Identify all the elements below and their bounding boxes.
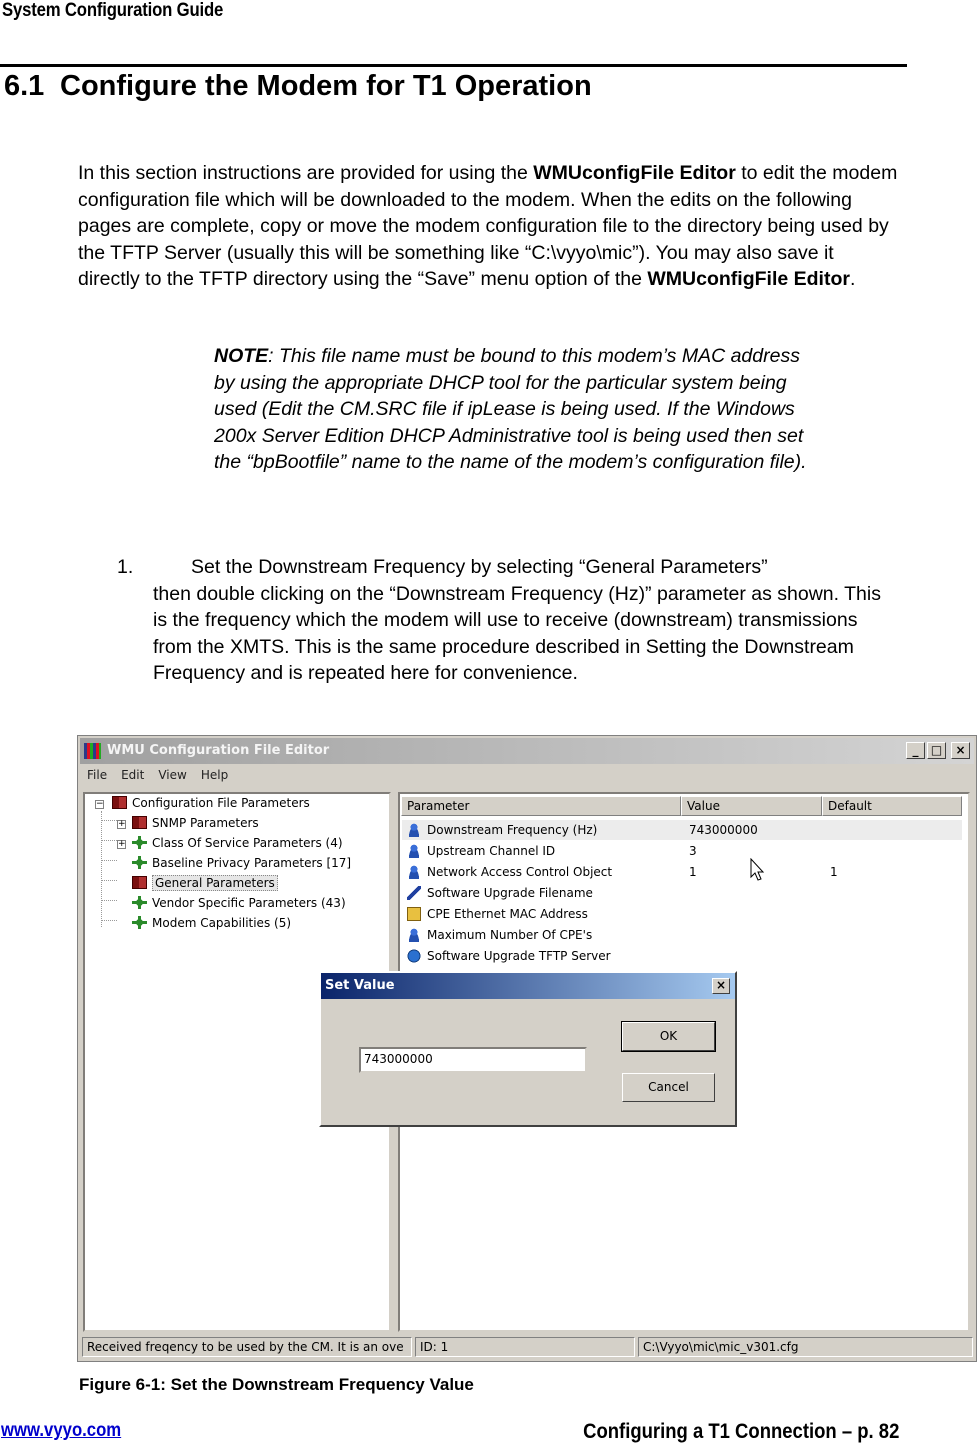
network-icon: [132, 836, 147, 849]
row-value: 743000000: [689, 823, 758, 837]
intro-paragraph: [78, 160, 898, 293]
close-button[interactable]: ×: [951, 742, 970, 759]
collapse-toggle[interactable]: −: [96, 799, 104, 809]
step-body: then double clicking on the “Downstream Frequency (Hz)” parameter as shown. This is the frequency which the modem will use to receive (downstream) transmissions from the XMTS. This is the same procedure described in Setting the Downstream Frequency and is repeated here for convenience.: [153, 582, 881, 684]
tree-guide: [101, 820, 117, 821]
table-row[interactable]: [402, 904, 962, 924]
status-id: ID: 1: [415, 1337, 635, 1357]
minimize-button[interactable]: _: [906, 742, 925, 759]
row-parameter: Downstream Frequency (Hz): [427, 823, 598, 837]
app-icon: [84, 743, 101, 759]
network-icon: [132, 916, 147, 929]
expand-toggle[interactable]: +: [118, 819, 126, 829]
status-bar: [80, 1337, 974, 1359]
row-parameter: Upstream Channel ID: [427, 844, 556, 858]
table-row[interactable]: [402, 862, 962, 882]
section-number: 6.1: [4, 70, 45, 102]
row-default: 1: [830, 865, 838, 879]
footer-link[interactable]: www.vyyo.com: [1, 1420, 122, 1441]
tree-item-class-of-service[interactable]: [132, 834, 343, 852]
cancel-button[interactable]: Cancel: [622, 1073, 715, 1102]
dialog-close-button[interactable]: ×: [712, 978, 730, 994]
dialog-titlebar: [321, 973, 735, 999]
tree-guide: [101, 880, 117, 881]
network-icon: [132, 856, 147, 869]
tree-item-label: Class Of Service Parameters (4): [152, 836, 343, 850]
window-titlebar: [80, 738, 974, 764]
table-row[interactable]: [402, 820, 962, 840]
note-text: : This file name must be bound to this modem’s MAC address by using the appropriate DHCP tool for the particular system being used (Edit the CM.SRC file if ipLease is being used. If the Windows 200x Server Edition DHCP Administrative tool is being used then set the “bpBootfile” name to the name of the modem’s configuration file).: [214, 345, 807, 473]
book-icon: [132, 816, 147, 829]
pen-icon: [407, 886, 421, 900]
tree-item-baseline-privacy[interactable]: [132, 854, 351, 872]
tree-item-label: General Parameters: [152, 875, 278, 891]
status-message: Received freqency to be used by the CM. It is an ove: [82, 1337, 412, 1357]
dialog-title: Set Value: [325, 978, 395, 993]
note-label: NOTE: [214, 345, 269, 367]
table-row[interactable]: [402, 946, 962, 966]
mouse-pointer-icon: [750, 858, 766, 882]
folder-icon: [407, 907, 421, 921]
tree-item-modem-capabilities[interactable]: [132, 914, 291, 932]
tree-item-vendor-specific[interactable]: [132, 894, 346, 912]
tree-guide: [101, 900, 117, 901]
window-title: WMU Configuration File Editor: [107, 743, 330, 758]
user-icon: [407, 844, 421, 858]
book-icon: [132, 876, 147, 889]
user-icon: [407, 865, 421, 879]
step-1: [117, 554, 897, 687]
row-value: 3: [689, 844, 697, 858]
menu-bar: [80, 766, 974, 786]
set-value-dialog: [319, 971, 737, 1127]
menu-edit[interactable]: Edit: [121, 768, 145, 782]
intro-text-2: to edit the modem configuration file which will be downloaded to the modem. When the edits on the following pages are complete, copy or move the modem configuration file to the directory being used by the TFTP Server (usually this will be something like “C:\vyyo\mic”). You may also save it directly to the TFTP directory using the “Save” menu option of the: [78, 162, 898, 290]
tree-guide: [101, 860, 117, 861]
table-row[interactable]: [402, 841, 962, 861]
menu-help[interactable]: Help: [200, 768, 229, 782]
tree-item-snmp[interactable]: [132, 814, 259, 832]
tree-guide: [101, 811, 102, 927]
tree-item-label: Baseline Privacy Parameters [17]: [152, 856, 352, 870]
row-parameter: Maximum Number Of CPE's: [427, 928, 593, 942]
row-parameter: Network Access Control Object: [427, 865, 613, 879]
intro-text-1: In this section instructions are provided for using the: [78, 162, 534, 184]
menu-file[interactable]: File: [87, 768, 108, 782]
figure-caption: Figure 6-1: Set the Downstream Frequency Value: [79, 1375, 474, 1394]
tree-guide: [101, 840, 117, 841]
section-title: Configure the Modem for T1 Operation: [60, 70, 592, 102]
menu-view[interactable]: View: [158, 768, 187, 782]
value-input[interactable]: 743000000: [359, 1047, 587, 1073]
step-number: 1.: [117, 556, 134, 578]
status-path: C:\Vyyo\mic\mic_v301.cfg: [638, 1337, 973, 1357]
column-header-value[interactable]: Value: [681, 796, 822, 816]
note-block: [214, 343, 814, 476]
table-row[interactable]: [402, 925, 962, 945]
tree-guide: [101, 920, 117, 921]
footer-page-label: Configuring a T1 Connection – p. 82: [582, 1420, 899, 1443]
intro-text-3: .: [849, 268, 856, 290]
user-icon: [407, 823, 421, 837]
tree-root[interactable]: [112, 794, 310, 812]
tree-item-label: SNMP Parameters: [152, 816, 259, 830]
network-icon: [132, 896, 147, 909]
section-heading: [4, 70, 592, 103]
tree-item-label: Modem Capabilities (5): [152, 916, 292, 930]
header-rule: [0, 64, 907, 67]
tree-root-label: Configuration File Parameters: [132, 796, 310, 810]
row-parameter: Software Upgrade TFTP Server: [427, 949, 611, 963]
table-row[interactable]: [402, 883, 962, 903]
column-header-parameter[interactable]: Parameter: [401, 796, 681, 816]
book-icon: [112, 796, 127, 809]
tree-item-general-parameters[interactable]: [132, 874, 278, 892]
running-header: System Configuration Guide: [2, 0, 224, 21]
ok-button[interactable]: OK: [622, 1022, 715, 1051]
intro-bold-1: WMUconfigFile Editor: [533, 162, 736, 184]
maximize-button[interactable]: □: [927, 742, 946, 759]
row-value: 1: [689, 865, 697, 879]
editor-screenshot: [77, 735, 977, 1362]
row-parameter: Software Upgrade Filename: [427, 886, 593, 900]
tree-item-label: Vendor Specific Parameters (43): [152, 896, 346, 910]
column-header-default[interactable]: Default: [822, 796, 962, 816]
step-line-1: Set the Downstream Frequency by selecting “General Parameters”: [191, 556, 768, 578]
expand-toggle[interactable]: +: [118, 839, 126, 849]
globe-icon: [407, 949, 421, 963]
intro-bold-2: WMUconfigFile Editor: [647, 268, 850, 290]
user-icon: [407, 928, 421, 942]
row-parameter: CPE Ethernet MAC Address: [427, 907, 588, 921]
